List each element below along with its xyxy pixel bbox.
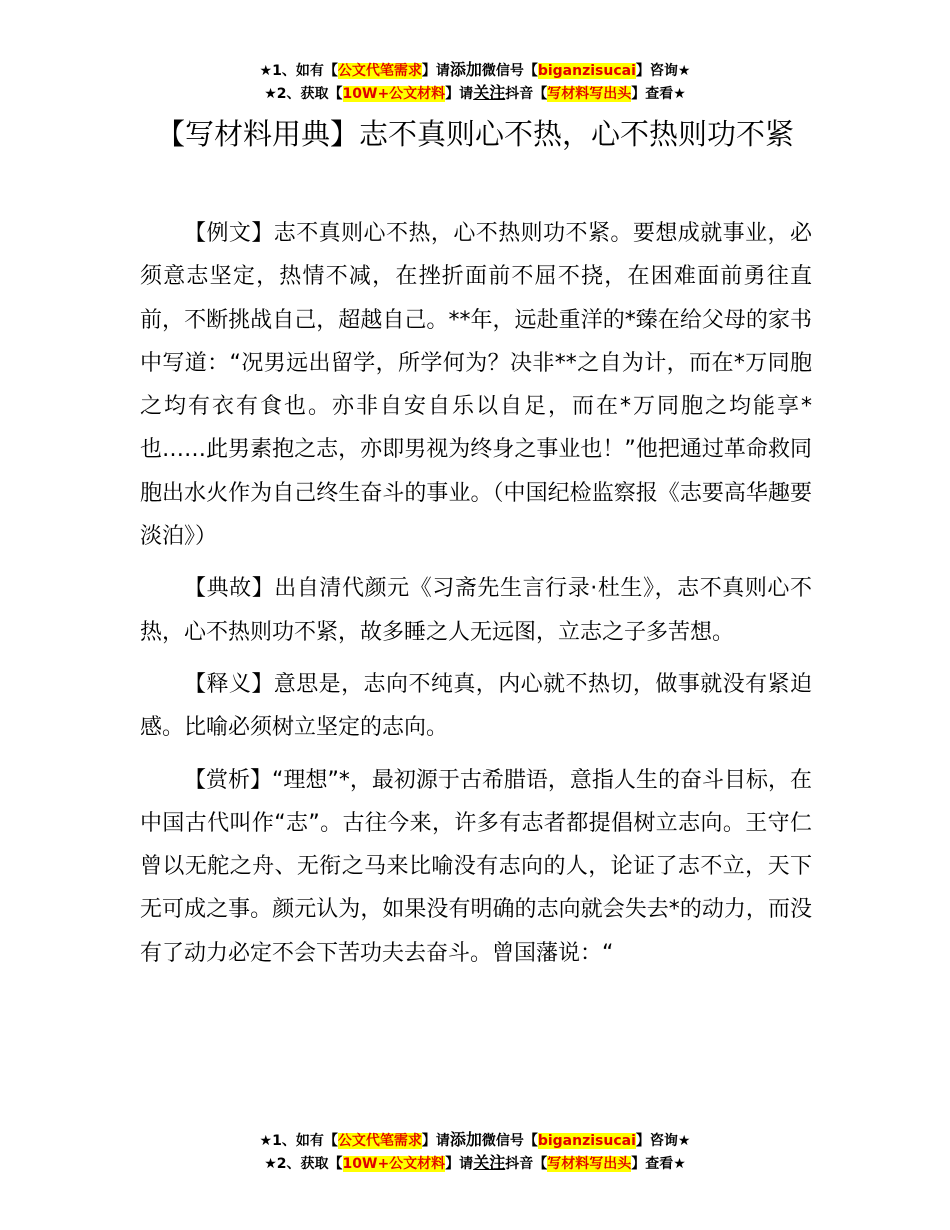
banner-text: ★2、获取【 xyxy=(264,86,343,102)
document-body xyxy=(140,212,812,984)
paragraph-appreciation: 【赏析】“理想”*，最初源于古希腊语，意指人生的奋斗目标，在中国古代叫作“志”。古往今来，许多有志者都提倡树立志向。王守仁曾以无舵之舟、无衔之马来比喻没有志向的人，论证了志不立，天下无可成之事。颜元认为，如果没有明确的志向就会失去*的动力，而没有了动力必定不会下苦功夫去奋斗。曾国藩说：“ xyxy=(140,767,812,966)
banner-text: 微信号【 xyxy=(481,63,538,79)
banner-text: 抖音【 xyxy=(505,86,548,102)
banner-text: ★1、如有【 xyxy=(259,63,338,79)
banner-emphasis: 关注 xyxy=(473,1153,506,1172)
banner-text: 抖音【 xyxy=(505,1156,548,1172)
banner-line-2 xyxy=(0,1152,950,1175)
banner-wechat-id: biganzisucai xyxy=(537,63,636,79)
banner-emphasis: 添加 xyxy=(449,1130,482,1149)
banner-text: 】查看★ xyxy=(631,86,686,102)
paragraph-example: 【例文】志不真则心不热，心不热则功不紧。要想成就事业，必须意志坚定，热情不减，在挫折面前不屈不挠，在困难面前勇往直前，不断挑战自己，超越自己。**年，远赴重洋的*臻在给父母的家书中写道：“况男远出留学，所学何为？决非**之自为计，而在*万同胞之均有衣有食也。亦非自安自乐以自足，而在*万同胞之均能享*也……此男素抱之志，亦即男视为终身之事业也！”他把通过革命救同胞出水火作为自己终生奋斗的事业。（中国纪检监察报《志要高华趣要淡泊》） xyxy=(140,221,812,550)
banner-highlight: 10W+公文材料 xyxy=(342,1156,446,1172)
banner-text: 】咨询★ xyxy=(635,1133,691,1149)
banner-text: 】查看★ xyxy=(631,1156,686,1172)
banner-douyin-id: 写材料写出头 xyxy=(547,1156,632,1172)
banner-highlight: 公文代笔需求 xyxy=(337,1133,422,1149)
paragraph-meaning: 【释义】意思是，志向不纯真，内心就不热切，做事就没有紧迫感。比喻必须树立坚定的志向。 xyxy=(140,671,812,741)
footer-banner xyxy=(0,1129,950,1175)
banner-wechat-id: biganzisucai xyxy=(537,1133,636,1149)
banner-text: ★1、如有【 xyxy=(259,1133,338,1149)
document-title: 【写材料用典】志不真则心不热，心不热则功不紧 xyxy=(155,117,794,151)
banner-text: 】咨询★ xyxy=(635,63,691,79)
banner-text: 微信号【 xyxy=(481,1133,538,1149)
banner-douyin-id: 写材料写出头 xyxy=(547,86,632,102)
banner-text: 】请 xyxy=(421,63,450,79)
banner-highlight: 10W+公文材料 xyxy=(342,86,446,102)
paragraph-allusion: 【典故】出自清代颜元《习斋先生言行录·杜生》，志不真则心不热，心不热则功不紧，故多睡之人无远图，立志之子多苦想。 xyxy=(140,576,812,645)
banner-line-1 xyxy=(0,1129,950,1152)
banner-text: 】请 xyxy=(445,86,474,102)
banner-text: ★2、获取【 xyxy=(264,1156,343,1172)
banner-line-2 xyxy=(0,82,950,105)
banner-highlight: 公文代笔需求 xyxy=(337,63,422,79)
header-banner xyxy=(0,59,950,105)
banner-line-1 xyxy=(0,59,950,82)
banner-text: 】请 xyxy=(421,1133,450,1149)
banner-emphasis: 添加 xyxy=(449,60,482,79)
banner-text: 】请 xyxy=(445,1156,474,1172)
banner-emphasis: 关注 xyxy=(473,83,506,102)
